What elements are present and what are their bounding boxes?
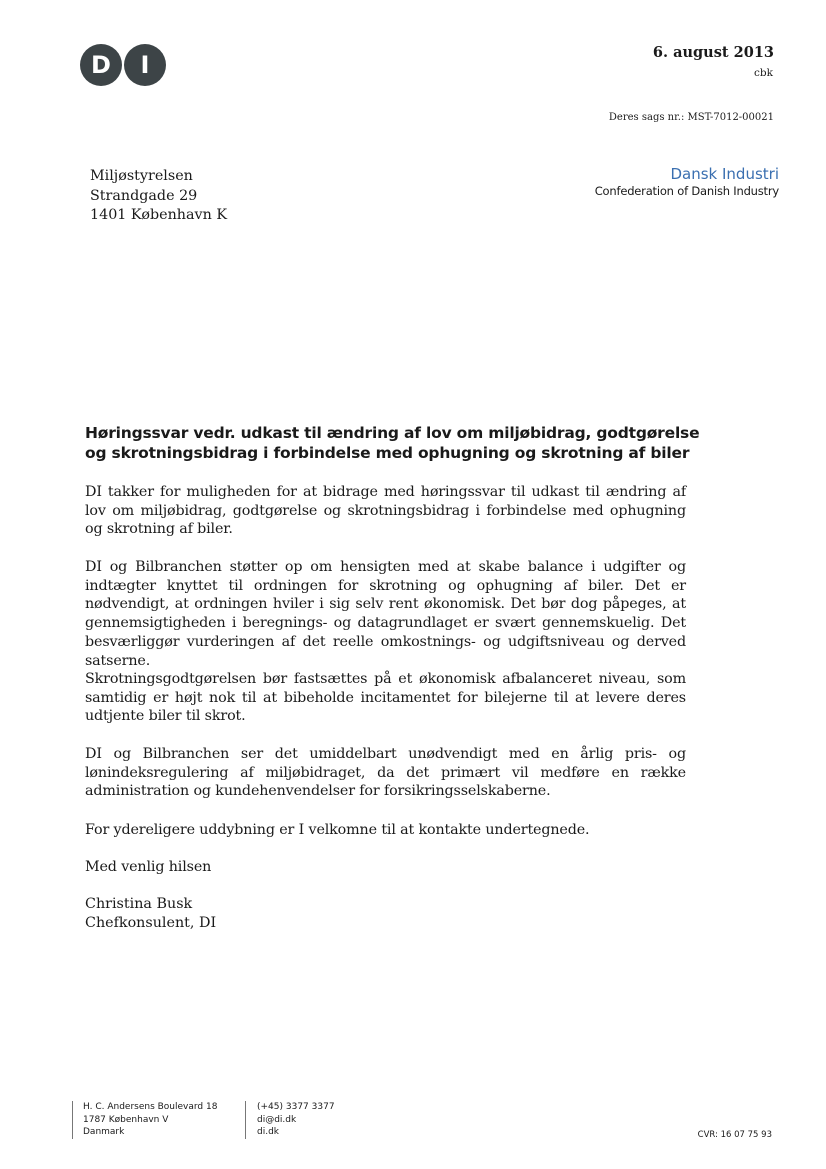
brand-name: Dansk Industri: [670, 165, 779, 183]
brand-tagline: Confederation of Danish Industry: [594, 184, 779, 198]
footer-address-line2: 1787 København V: [83, 1114, 169, 1125]
body-paragraph-2: DI og Bilbranchen støtter op om hensigten med at skabe balance i udgifter og indtægter knyttet til ordningen for skrotning og ophugning af biler. Det er nødvendigt, at ordningen hviler i sig selv rent økonomisk. Det bør dog påpeges, at gennemsigtigheden i beregnings- og datagrundlaget er svært gennemskuelig. Det besværliggør vurderingen af det reelle omkostnings- og udgiftsniveau og derved satserne.: [85, 559, 686, 669]
closing-line: Med venlig hilsen: [85, 859, 212, 875]
footer-address-line1: H. C. Andersens Boulevard 18: [83, 1102, 218, 1112]
footer-contact: [257, 1101, 335, 1139]
footer-cvr: CVR: 16 07 75 93: [697, 1130, 772, 1140]
letter-subject: Høringssvar vedr. udkast til ændring af lov om miljøbidrag, godtgørelse og skrotningsbidrag i forbindelse med ophugning og skrotning af biler: [85, 424, 700, 462]
signature-block: [85, 895, 216, 932]
body-paragraph-4: DI og Bilbranchen ser det umiddelbart unødvendigt med en årlig pris- og lønindeksregulering af miljøbidraget, da det primært vil medføre en række administration og kundehenvendelser for forsikringsselskaberne.: [85, 746, 686, 800]
di-logo: [80, 44, 166, 86]
footer-address: [83, 1101, 217, 1139]
logo-letter-i: I: [124, 44, 166, 86]
body-paragraph-3: Skrotningsgodtgørelsen bør fastsættes på et økonomisk afbalanceret niveau, som samtidig er højt nok til at bibeholde incitamentet for bilejerne til at levere deres udtjente biler til skrot.: [85, 671, 686, 725]
body-paragraph-1: DI takker for muligheden for at bidrage med høringssvar til udkast til ændring af lov om miljøbidrag, godtgørelse og skrotningsbidrag i forbindelse med ophugning og skrotning af biler.: [85, 484, 686, 538]
footer-address-line3: Danmark: [83, 1127, 125, 1137]
case-reference: Deres sags nr.: MST-7012-00021: [608, 112, 774, 123]
footer-web: di.dk: [257, 1127, 279, 1137]
footer-email: di@di.dk: [257, 1114, 297, 1125]
footer-divider-left: [72, 1101, 73, 1139]
signature-title: Chefkonsulent, DI: [85, 914, 217, 931]
footer-phone: (+45) 3377 3377: [257, 1102, 335, 1112]
sender-initials: cbk: [754, 67, 773, 79]
recipient-address: [90, 167, 227, 226]
recipient-name: Miljøstyrelsen: [90, 168, 193, 184]
logo-letter-d: D: [80, 44, 122, 86]
recipient-city: 1401 København K: [90, 207, 228, 223]
footer-divider-middle: [245, 1101, 246, 1139]
letter-date: 6. august 2013: [652, 44, 774, 61]
recipient-street: Strandgade 29: [90, 187, 198, 204]
signature-name: Christina Busk: [85, 896, 193, 912]
body-paragraph-5: For ydereligere uddybning er I velkomne til at kontakte undertegnede.: [85, 822, 590, 838]
